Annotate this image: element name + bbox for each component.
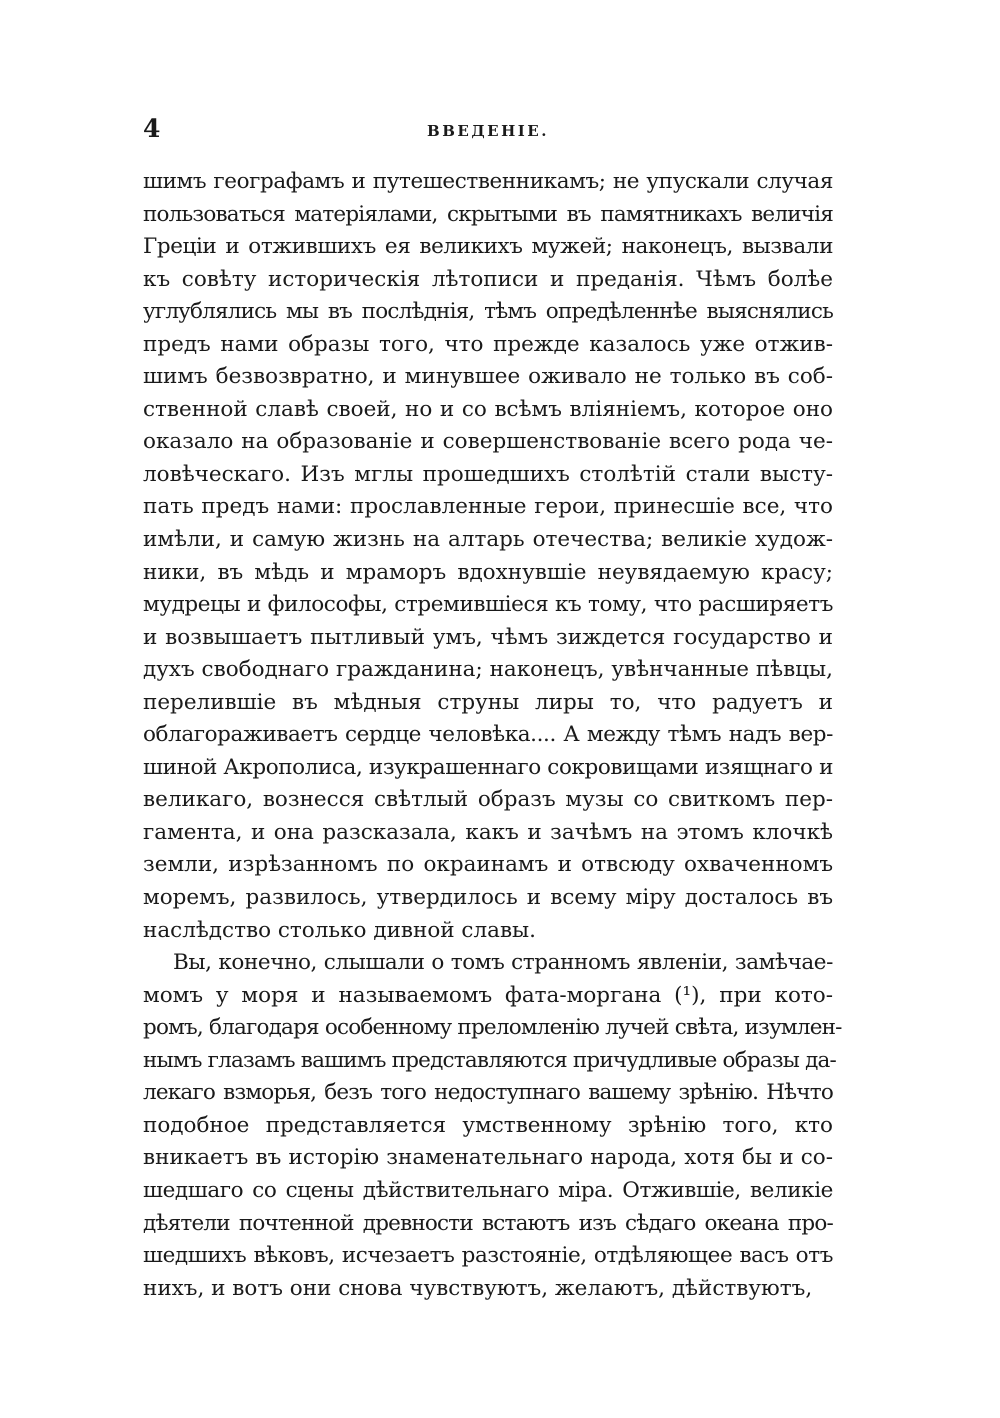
text-line: Греціи и отжившихъ ея великихъ мужей; наконецъ, вызвали [143,234,833,260]
text-line: имѣли, и самую жизнь на алтарь отечества; великіе худож- [143,527,833,553]
text-line: ники, въ мѣдь и мраморъ вдохнувшіе неувядаемую красу; [143,559,833,585]
text-line: момъ у моря и называемомъ фата-моргана (¹), при кото- [143,982,833,1008]
text-line: наслѣдство столько дивной славы. [143,917,537,943]
paragraph [143,166,833,947]
page-header [143,112,833,146]
running-title: ВВЕДЕНІЕ. [427,122,549,140]
text-line: углублялись мы въ послѣднія, тѣмъ опредѣленнѣе выяснялись [143,299,833,325]
body-text [143,166,842,1305]
text-line: нихъ, и вотъ они снова чувствуютъ, желаютъ, дѣйствуютъ, [143,1275,813,1301]
text-line: шедшаго со сцены дѣйствительнаго міра. Отжившіе, великіе [143,1177,833,1203]
text-line: шимъ географамъ и путешественникамъ; не упускали случая [143,169,833,194]
text-line: пользоваться матеріялами, скрытыми въ памятникахъ величія [143,201,833,227]
text-line: шимъ безвозвратно, и минувшее оживало не только въ соб- [143,364,833,390]
paragraph [143,947,842,1305]
text-line: мудрецы и философы, стремившіеся къ тому, что расширяетъ [143,592,833,618]
page-number: 4 [143,114,161,143]
text-line: шедшихъ вѣковъ, исчезаетъ разстояніе, отдѣляющее васъ отъ [143,1243,833,1269]
text-line: шиной Акрополиса, изукрашеннаго сокровищами изящнаго и [143,754,833,780]
text-line: нымъ глазамъ вашимъ представляются причудливые образы да- [143,1047,837,1073]
text-line: гамента, и она разсказала, какъ и зачѣмъ на этомъ клочкѣ [143,819,833,845]
text-line: предъ нами образы того, что прежде казалось уже отжив- [143,331,833,357]
text-line: и возвышаетъ пытливый умъ, чѣмъ зиждется государство и [143,624,833,650]
text-line: лекаго взморья, безъ того недоступнаго вашему зрѣнію. Нѣчто [143,1080,833,1106]
text-line: моремъ, развилось, утвердилось и всему міру досталось въ [143,885,833,911]
text-line: ственной славѣ своей, но и со всѣмъ вліяніемъ, которое оно [143,396,833,422]
text-line: ловѣческаго. Изъ мглы прошедшихъ столѣтій стали высту- [143,461,833,487]
text-line: перелившіе въ мѣдныя струны лиры то, что радуетъ и [143,689,833,715]
text-line: великаго, вознесся свѣтлый образъ музы со свиткомъ пер- [143,787,833,813]
text-line: Вы, конечно, слышали о томъ странномъ явленіи, замѣчае- [173,950,833,976]
text-line: дѣятели почтенной древности встаютъ изъ сѣдаго океана про- [143,1210,833,1236]
text-line: оказало на образованіе и совершенствованіе всего рода че- [143,429,833,455]
text-line: къ совѣту историческія лѣтописи и преданія. Чѣмъ болѣе [143,266,833,292]
text-line: земли, изрѣзанномъ по окраинамъ и отвсюду охваченномъ [143,852,833,878]
text-line: духъ свободнаго гражданина; наконецъ, увѣнчанные пѣвцы, [143,657,833,683]
text-line: вникаетъ въ исторію знаменательнаго народа, хотя бы и со- [143,1145,833,1171]
text-line: ромъ, благодаря особенному преломленію лучей свѣта, изумлен- [143,1015,842,1041]
text-line: подобное представляется умственному зрѣнію того, кто [143,1112,833,1138]
text-line: пать предъ нами: прославленные герои, принесшіе все, что [143,494,833,520]
text-line: облагораживаетъ сердце человѣка.... А между тѣмъ надъ вер- [143,722,833,748]
